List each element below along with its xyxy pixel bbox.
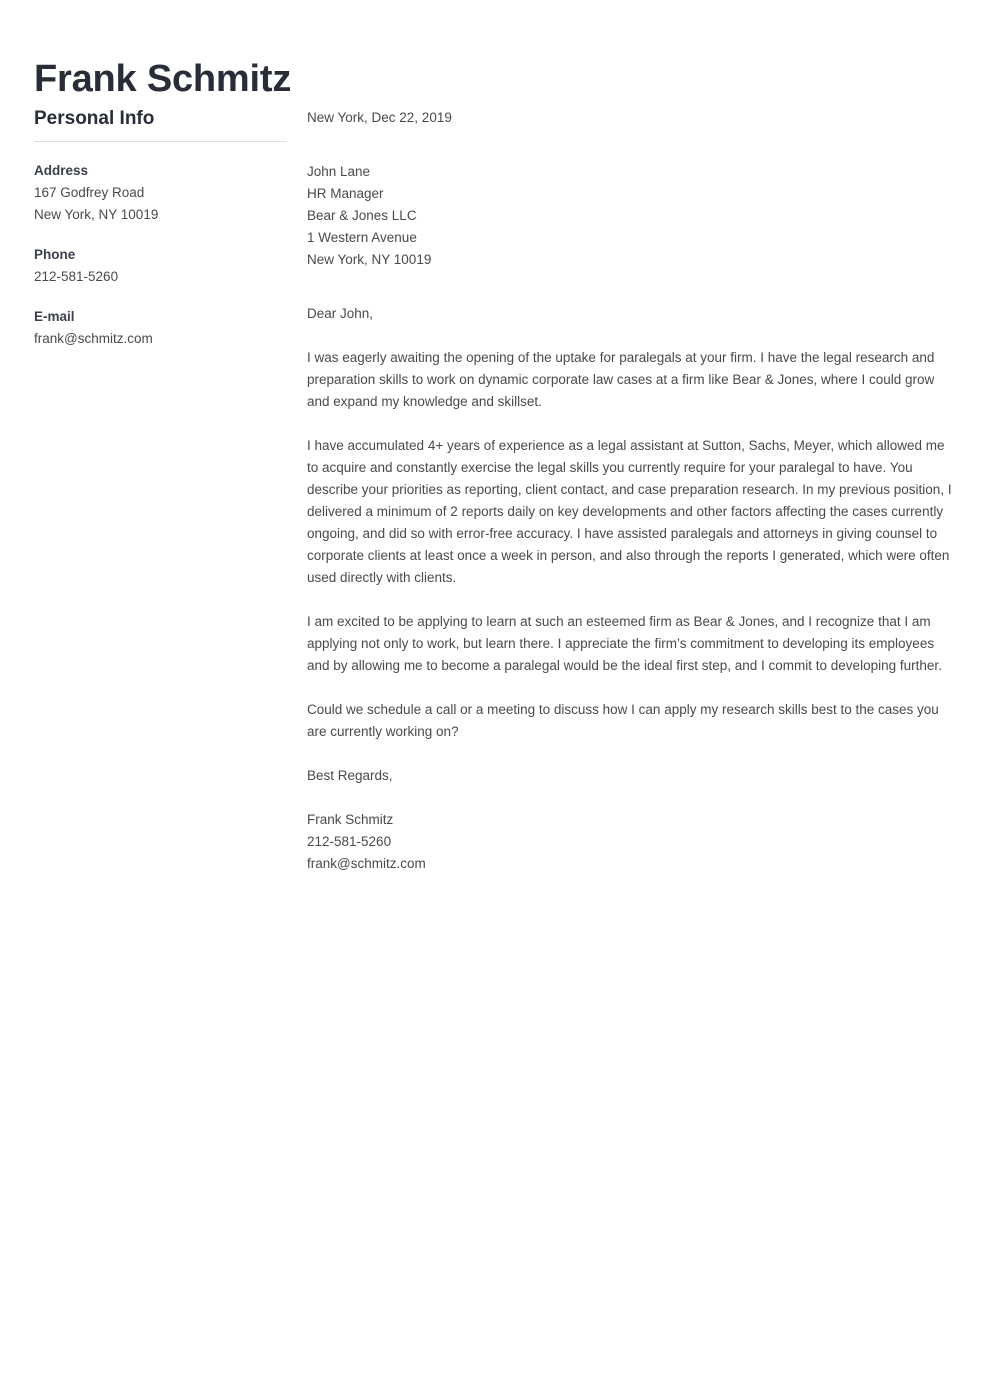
letter-salutation: Dear John, [307,306,374,321]
info-label-email: E-mail [34,309,75,324]
info-group-email [34,306,287,350]
info-value-email: frank@schmitz.com [34,331,153,346]
info-value-address-city: New York, NY 10019 [34,207,159,222]
signature-block [307,809,955,875]
personal-info-heading: Personal Info [34,108,155,129]
signature-email: frank@schmitz.com [307,856,426,871]
letter-body [307,107,955,875]
letter-paragraph-2: I have accumulated 4+ years of experience as a legal assistant at Sutton, Sachs, Meyer, which allowed me to acquire and constantly exercise the legal skills you currently require for your paralegal to have. You describe your priorities as reporting, client contact, and case preparation research. In my previous position, I delivered a minimum of 2 reports daily on key developments and other factors affecting the cases currently ongoing, and did so with error-free accuracy. I have assisted paralegals and attorneys in giving counsel to corporate clients at least once a week in person, and also through the reports I generated, which were often used directly with clients. [307,438,952,585]
recipient-address-block [307,161,955,271]
info-value-phone: 212-581-5260 [34,269,119,284]
personal-info-sidebar [34,107,287,350]
recipient-street: 1 Western Avenue [307,230,417,245]
recipient-name: John Lane [307,164,371,179]
recipient-city: New York, NY 10019 [307,252,432,267]
info-label-address: Address [34,163,89,178]
info-label-phone: Phone [34,247,76,262]
info-group-phone [34,244,287,288]
letter-date: New York, Dec 22, 2019 [307,110,452,125]
letter-paragraph-4: Could we schedule a call or a meeting to discuss how I can apply my research skills best to the cases you are currently working on? [307,702,939,739]
signature-phone: 212-581-5260 [307,834,392,849]
info-value-address-street: 167 Godfrey Road [34,185,145,200]
signature-name: Frank Schmitz [307,812,394,827]
section-divider [34,141,287,142]
recipient-job-title: HR Manager [307,186,384,201]
recipient-company: Bear & Jones LLC [307,208,417,223]
letter-paragraph-1: I was eagerly awaiting the opening of the uptake for paralegals at your firm. I have the legal research and preparation skills to work on dynamic corporate law cases at a firm like Bear & Jones, where I could grow and expand my knowledge and skillset. [307,350,935,409]
info-group-address [34,160,287,226]
letter-closing: Best Regards, [307,768,393,783]
applicant-name-heading: Frank Schmitz [34,58,292,101]
letter-paragraph-3: I am excited to be applying to learn at such an esteemed firm as Bear & Jones, and I recognize that I am applying not only to work, but learn there. I appreciate the firm’s commitment to developing its employees and by allowing me to become a paralegal would be the ideal first step, and I commit to developing further. [307,614,942,673]
